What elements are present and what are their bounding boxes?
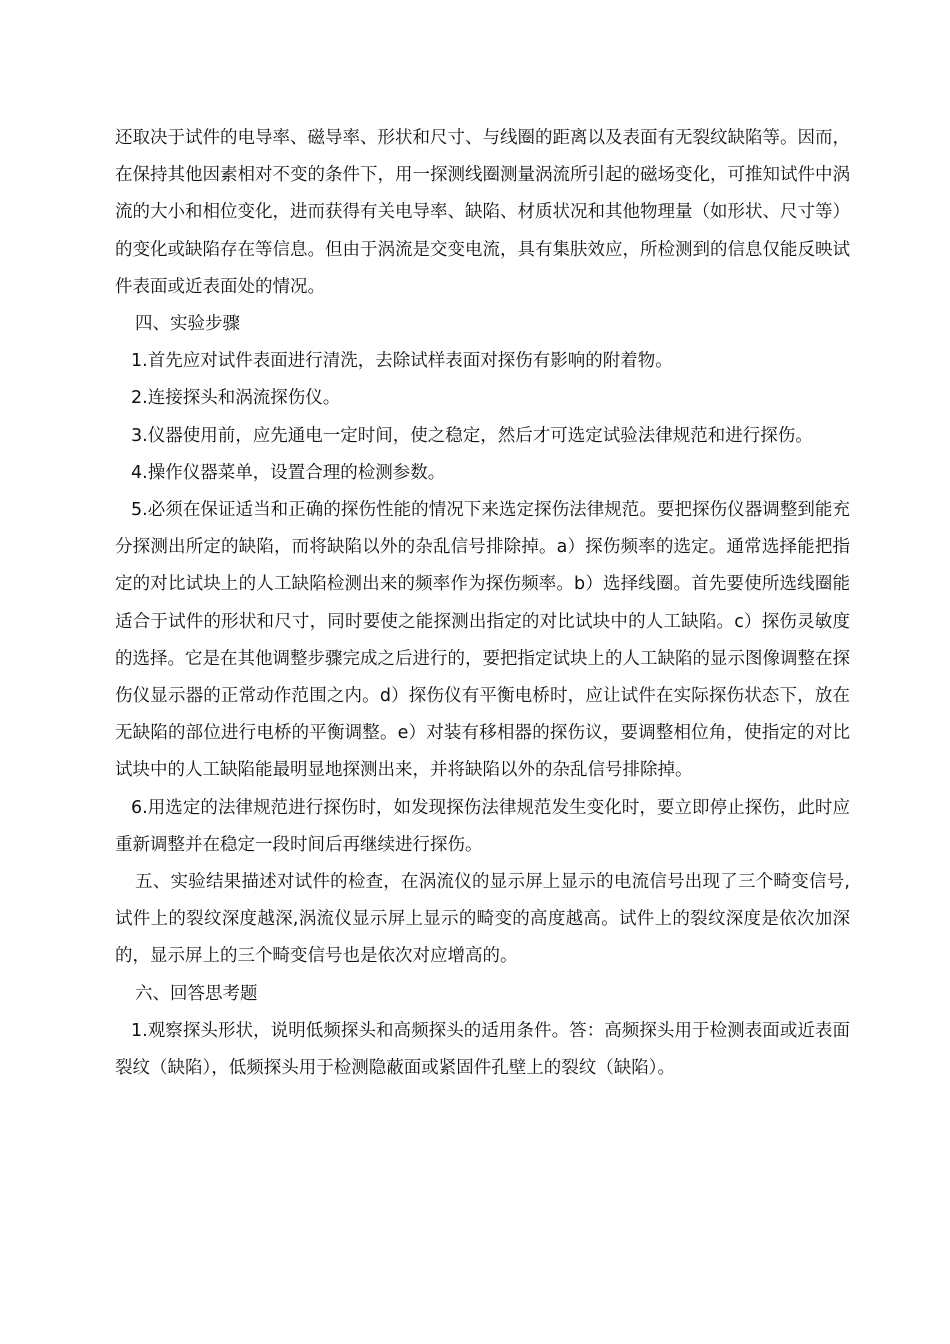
section-heading-results: 五、实验结果描述对试件的检查，在涡流仪的显示屏上显示的电流信号出现了三个畸变信号,试件上的裂纹深度越深,涡流仪显示屏上显示的畸变的高度越高。试件上的裂纹深度是依次加深的，显示屏上的三个畸变信号也是依次对应增高的。 [115, 872, 850, 967]
document-page [115, 120, 850, 1087]
step-2-paragraph: 2.连接探头和涡流探伤仪。 [131, 388, 341, 409]
step-5-paragraph: 5.必须在保证适当和正确的探伤性能的情况下来选定探伤法律规范。要把探伤仪器调整到能充分探测出所定的缺陷，而将缺陷以外的杂乱信号排除掉。a）探伤频率的选定。通常选择能把指定的对比试块上的人工缺陷检测出来的频率作为探伤频率。b）选择线圈。首先要使所选线圈能适合于试件的形状和尺寸，同时要使之能探测出指定的对比试块中的人工缺陷。c）探伤灵敏度的选择。它是在其他调整步骤完成之后进行的，要把指定试块上的人工缺陷的显示图像调整在探伤仪显示器的正常动作范围之内。d）探伤仪有平衡电桥时，应让试件在实际探伤状态下，放在无缺陷的部位进行电桥的平衡调整。e）对装有移相器的探伤议，要调整相位角，使指定的对比试块中的人工缺陷能最明显地探测出来，并将缺陷以外的杂乱信号排除掉。 [115, 500, 850, 781]
step-6-paragraph: 6.用选定的法律规范进行探伤时，如发现探伤法律规范发生变化时，要立即停止探伤，此时应重新调整并在稳定一段时间后再继续进行探伤。 [115, 797, 850, 855]
question-1-paragraph: 1.观察探头形状，说明低频探头和高频探头的适用条件。答：高频探头用于检测表面或近表面裂纹（缺陷），低频探头用于检测隐蔽面或紧固件孔壁上的裂纹（缺陷）。 [115, 1020, 850, 1079]
step-1-paragraph: 1.首先应对试件表面进行清洗，去除试样表面对探伤有影响的附着物。 [131, 351, 673, 372]
section-heading-experiment-steps: 四、实验步骤 [135, 314, 240, 335]
section-heading-questions: 六、回答思考题 [135, 983, 258, 1004]
step-4-paragraph: 4.操作仪器菜单，设置合理的检测参数。 [131, 462, 446, 483]
paragraph-intro-continuation: 还取决于试件的电导率、磁导率、形状和尺寸、与线圈的距离以及表面有无裂纹缺陷等。因而，在保持其他因素相对不变的条件下，用一探测线圈测量涡流所引起的磁场变化，可推知试件中涡流的大小和相位变化，进而获得有关电导率、缺陷、材质状况和其他物理量（如形状、尺寸等）的变化或缺陷存在等信息。但由于涡流是交变电流，具有集肤效应，所检测到的信息仅能反映试件表面或近表面处的情况。 [115, 128, 850, 297]
step-3-paragraph: 3.仪器使用前，应先通电一定时间，使之稳定，然后才可选定试验法律规范和进行探伤。 [131, 425, 813, 446]
